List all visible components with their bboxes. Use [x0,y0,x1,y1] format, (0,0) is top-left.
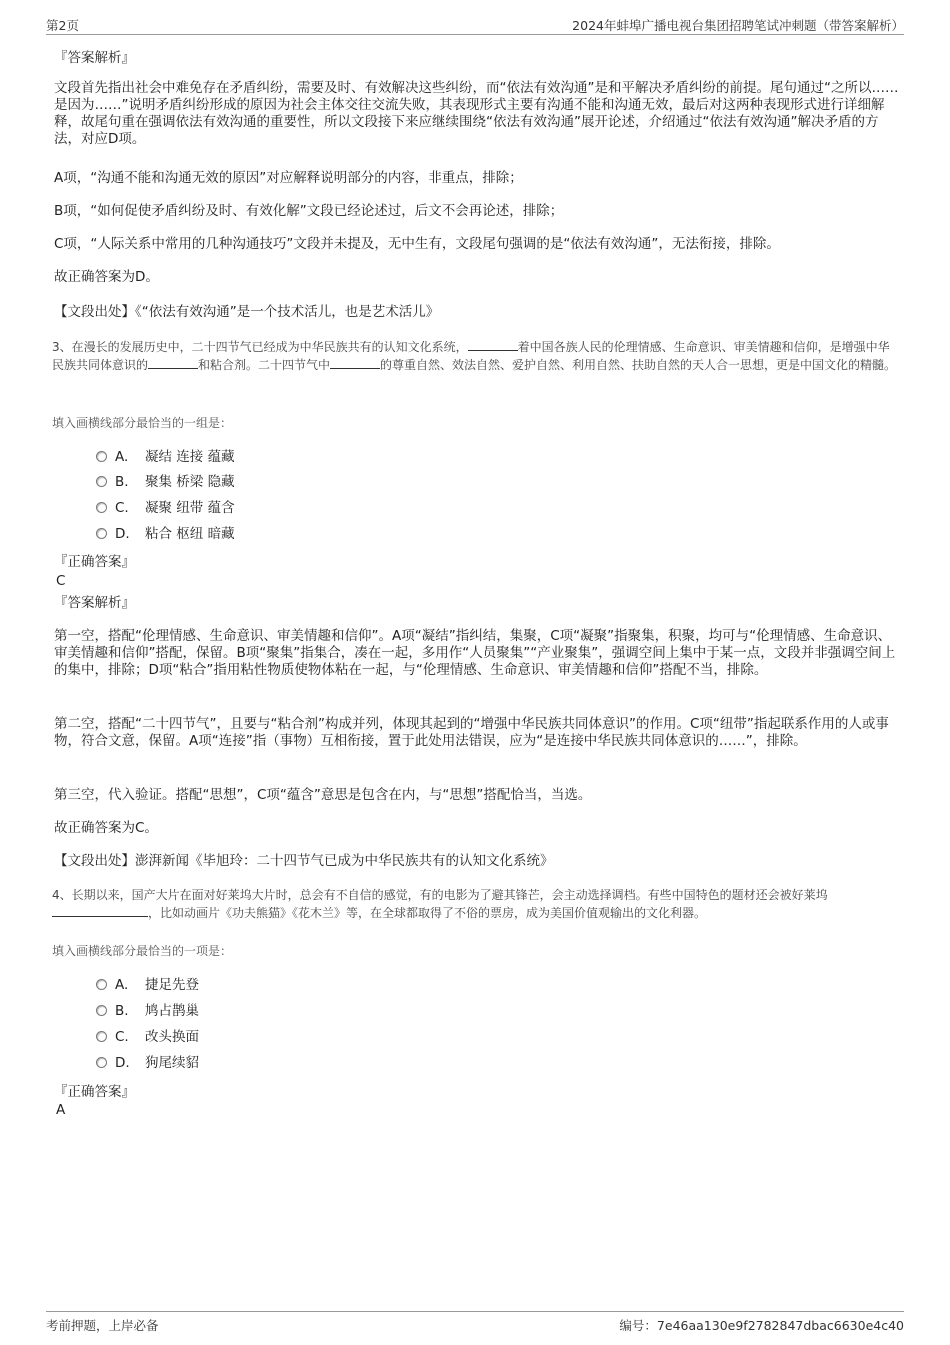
q4-hint: 填入画横线部分最恰当的一项是： [52,944,233,958]
q2-conclusion: 故正确答案为D。 [54,269,159,285]
q2-option-b-analysis: B项，“如何促使矛盾纠纷及时、有效化解”文段已经论述过，后文不会再论述，排除； [54,203,564,219]
q4-option-b[interactable]: B. 鸠占鹊巢 [96,1001,199,1021]
q3-option-a[interactable]: A. 凝结 连接 蕴藏 [96,447,235,467]
radio-button[interactable] [96,1057,107,1068]
q4-blank [52,904,148,917]
q3-analysis-3: 第三空，代入验证。搭配“思想”，C项“蕴含”意思是包含在内，与“思想”搭配恰当，当选。 [54,787,592,803]
q3-answer: C [56,573,66,589]
q3-blank-2 [148,356,198,369]
q3-option-c[interactable]: C. 凝聚 纽带 蕴含 [96,498,235,518]
q3-option-d[interactable]: D. 粘合 枢纽 暗藏 [96,524,235,544]
footer-serial-number: 编号：7e46aa130e9f2782847dbac6630e4c40 [619,1318,904,1333]
q4-option-c[interactable]: C. 改头换面 [96,1027,199,1047]
q4-answer-label: 『正确答案』 [54,1084,135,1100]
page-number: 第2页 [46,18,79,33]
radio-button[interactable] [96,1031,107,1042]
document-title: 2024年蚌埠广播电视台集团招聘笔试冲刺题（带答案解析） [572,18,904,33]
q2-option-c-analysis: C项，“人际关系中常用的几种沟通技巧”文段并未提及，无中生有，文段尾句强调的是“依法有效沟通”，无法衔接，排除。 [54,236,780,252]
q3-answer-label: 『正确答案』 [54,554,135,570]
q2-analysis-label: 『答案解析』 [54,50,135,66]
q3-source: 【文段出处】澎湃新闻《毕旭玲：二十四节气已成为中华民族共有的认知文化系统》 [54,853,554,869]
q3-blank-3 [330,356,380,369]
q3-analysis-1: 第一空，搭配“伦理情感、生命意识、审美情趣和信仰”。A项“凝结”指纠结，集聚，C项“凝聚”指聚集，积聚，均可与“伦理情感、生命意识、审美情趣和信仰”搭配，保留。B项“聚集”指集合，凑在一起，多用作“人员聚集”“产业聚集”，强调空间上集中于某一点，文段并非强调空间上的集中，排除；D项“粘合”指用粘性物质使物体粘在一起，与“伦理情感、生命意识、审美情趣和信仰”搭配不当，排除。 [54,628,896,678]
radio-button[interactable] [96,1005,107,1016]
radio-button[interactable] [96,528,107,539]
q2-option-a-analysis: A项，“沟通不能和沟通无效的原因”对应解释说明部分的内容，非重点，排除； [54,170,523,186]
q3-stem: 3、在漫长的发展历史中，二十四节气已经成为中华民族共有的认知文化系统， 着中国各族人民的伦理情感、生命意识、审美情趣和信仰，是增强中华民族共同体意识的 和粘合剂。二十四节气中 的尊重自然、效法自然、爱护自然、利用自然、扶助自然的天人合一思想，更是中国文化的精髓。 [52,340,897,372]
page-header [46,14,904,35]
q2-analysis-paragraph: 文段首先指出社会中难免存在矛盾纠纷，需要及时、有效解决这些纠纷，而“依法有效沟通”是和平解决矛盾纠纷的前提。尾句通过“之所以……是因为……”说明矛盾纠纷形成的原因为社会主体交往交流失败，其表现形式主要有沟通不能和沟通无效，最后对这两种表现形式进行详细解释，故尾句重在强调依法有效沟通的重要性，所以文段接下来应继续围绕“依法有效沟通”展开论述，介绍通过“依法有效沟通”解决矛盾的方法，对应D项。 [54,80,899,147]
q3-hint: 填入画横线部分最恰当的一组是： [52,416,233,430]
q4-answer: A [56,1102,66,1118]
q3-analysis-label: 『答案解析』 [54,595,135,611]
q3-option-b[interactable]: B. 聚集 桥梁 隐藏 [96,472,235,492]
q3-analysis-2: 第二空，搭配“二十四节气”，且要与“粘合剂”构成并列，体现其起到的“增强中华民族共同体意识”的作用。C项“纽带”指起联系作用的人或事物，符合文意，保留。A项“连接”指（事物）互相衔接，置于此处用法错误，应为“是连接中华民族共同体意识的……”，排除。 [54,716,889,749]
radio-button[interactable] [96,451,107,462]
footer-slogan: 考前押题，上岸必备 [46,1318,159,1333]
radio-button[interactable] [96,979,107,990]
q4-stem: 4、长期以来，国产大片在面对好莱坞大片时，总会有不自信的感觉，有的电影为了避其锋芒，会主动选择调档。有些中国特色的题材还会被好莱坞 ，比如动画片《功夫熊猫》《花木兰》等，在全球都取得了不俗的票房，成为美国价值观输出的文化利器。 [52,888,828,920]
q3-conclusion: 故正确答案为C。 [54,820,158,836]
radio-button[interactable] [96,476,107,487]
q4-option-d[interactable]: D. 狗尾续貂 [96,1053,199,1073]
q4-option-a[interactable]: A. 捷足先登 [96,975,199,995]
q2-source: 【文段出处】《“依法有效沟通”是一个技术活儿，也是艺术活儿》 [54,304,440,320]
radio-button[interactable] [96,502,107,513]
q3-blank-1 [468,338,518,351]
page-footer [46,1311,904,1334]
